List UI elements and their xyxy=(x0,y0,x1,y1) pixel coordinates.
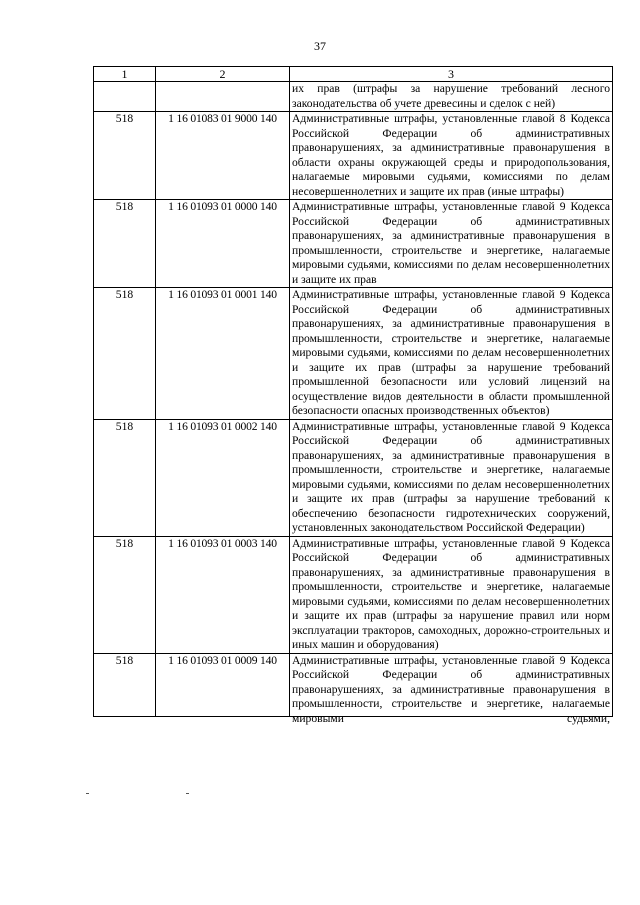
kbk-code-cell: 1 16 01093 01 0002 140 xyxy=(156,419,290,536)
table-row xyxy=(94,536,613,653)
budget-codes-table xyxy=(93,66,613,725)
table-row xyxy=(94,419,613,536)
kbk-code-cell: 1 16 01093 01 0000 140 xyxy=(156,200,290,288)
admin-code-cell: 518 xyxy=(94,653,156,716)
table-row xyxy=(94,288,613,420)
table-header-row xyxy=(94,67,613,82)
admin-code-cell: 518 xyxy=(94,200,156,288)
table-row xyxy=(94,200,613,288)
description-cell: Административные штрафы, установленные главой 9 Кодекса Российской Федерации об административных правонарушениях, за административные правонарушения в промышленности, строительстве и энергетике, налагаемые мировыми судьями, комиссиями по делам несовершеннолетних и защите их прав xyxy=(290,200,613,288)
description-cell: Административные штрафы, установленные главой 9 Кодекса Российской Федерации об административных правонарушениях, за административные правонарушения в промышленности, строительстве и энергетике, налагаемые мировыми судьями, комиссиями по делам несовершеннолетних и защите их прав (штрафы за нарушение правил или норм эксплуатации тракторов, самоходных, дорожно-строительных и иных машин и оборудования) xyxy=(290,536,613,653)
scan-speck xyxy=(186,793,189,794)
kbk-code-cell: 1 16 01093 01 0001 140 xyxy=(156,288,290,420)
table-row-continuation xyxy=(94,82,613,112)
description-text: Административные штрафы, установленные главой 9 Кодекса Российской Федерации об административных правонарушениях, за административные правонарушения в промышленности, строительстве и энергетике, налагаемые мировыми судьями, xyxy=(292,653,610,725)
description-cell: Административные штрафы, установленные главой 8 Кодекса Российской Федерации об административных правонарушениях, за административные правонарушения в области охраны окружающей среды и природопользования, налагаемые мировыми судьями, комиссиями по делам несовершеннолетних и защите их прав (иные штрафы) xyxy=(290,112,613,200)
column-header-2: 2 xyxy=(156,67,290,82)
scan-speck xyxy=(86,793,89,794)
kbk-code-cell: 1 16 01093 01 0009 140 xyxy=(156,653,290,716)
admin-code-cell: 518 xyxy=(94,288,156,420)
description-cell: их прав (штрафы за нарушение требований лесного законодательства об учете древесины и сделок с ней) xyxy=(290,82,613,112)
table-row xyxy=(94,112,613,200)
kbk-code-cell: 1 16 01083 01 9000 140 xyxy=(156,112,290,200)
description-cell xyxy=(290,653,613,725)
kbk-code-cell: 1 16 01093 01 0003 140 xyxy=(156,536,290,653)
page-number: 37 xyxy=(314,39,326,53)
kbk-code-cell xyxy=(156,82,290,112)
admin-code-cell xyxy=(94,82,156,112)
table-row xyxy=(94,653,613,716)
column-header-3: 3 xyxy=(290,67,613,82)
admin-code-cell: 518 xyxy=(94,536,156,653)
column-header-1: 1 xyxy=(94,67,156,82)
description-cell: Административные штрафы, установленные главой 9 Кодекса Российской Федерации об административных правонарушениях, за административные правонарушения в промышленности, строительстве и энергетике, налагаемые мировыми судьями, комиссиями по делам несовершеннолетних и защите их прав (штрафы за нарушение требований промышленной безопасности или условий лицензий на осуществление видов деятельности в области промышленной безопасности опасных производственных объектов) xyxy=(290,288,613,420)
description-cell: Административные штрафы, установленные главой 9 Кодекса Российской Федерации об административных правонарушениях, за административные правонарушения в промышленности, строительстве и энергетике, налагаемые мировыми судьями, комиссиями по делам несовершеннолетних и защите их прав (штрафы за нарушение требований к обеспечению безопасности гидротехнических сооружений, установленных законодательством Российской Федерации) xyxy=(290,419,613,536)
admin-code-cell: 518 xyxy=(94,112,156,200)
admin-code-cell: 518 xyxy=(94,419,156,536)
